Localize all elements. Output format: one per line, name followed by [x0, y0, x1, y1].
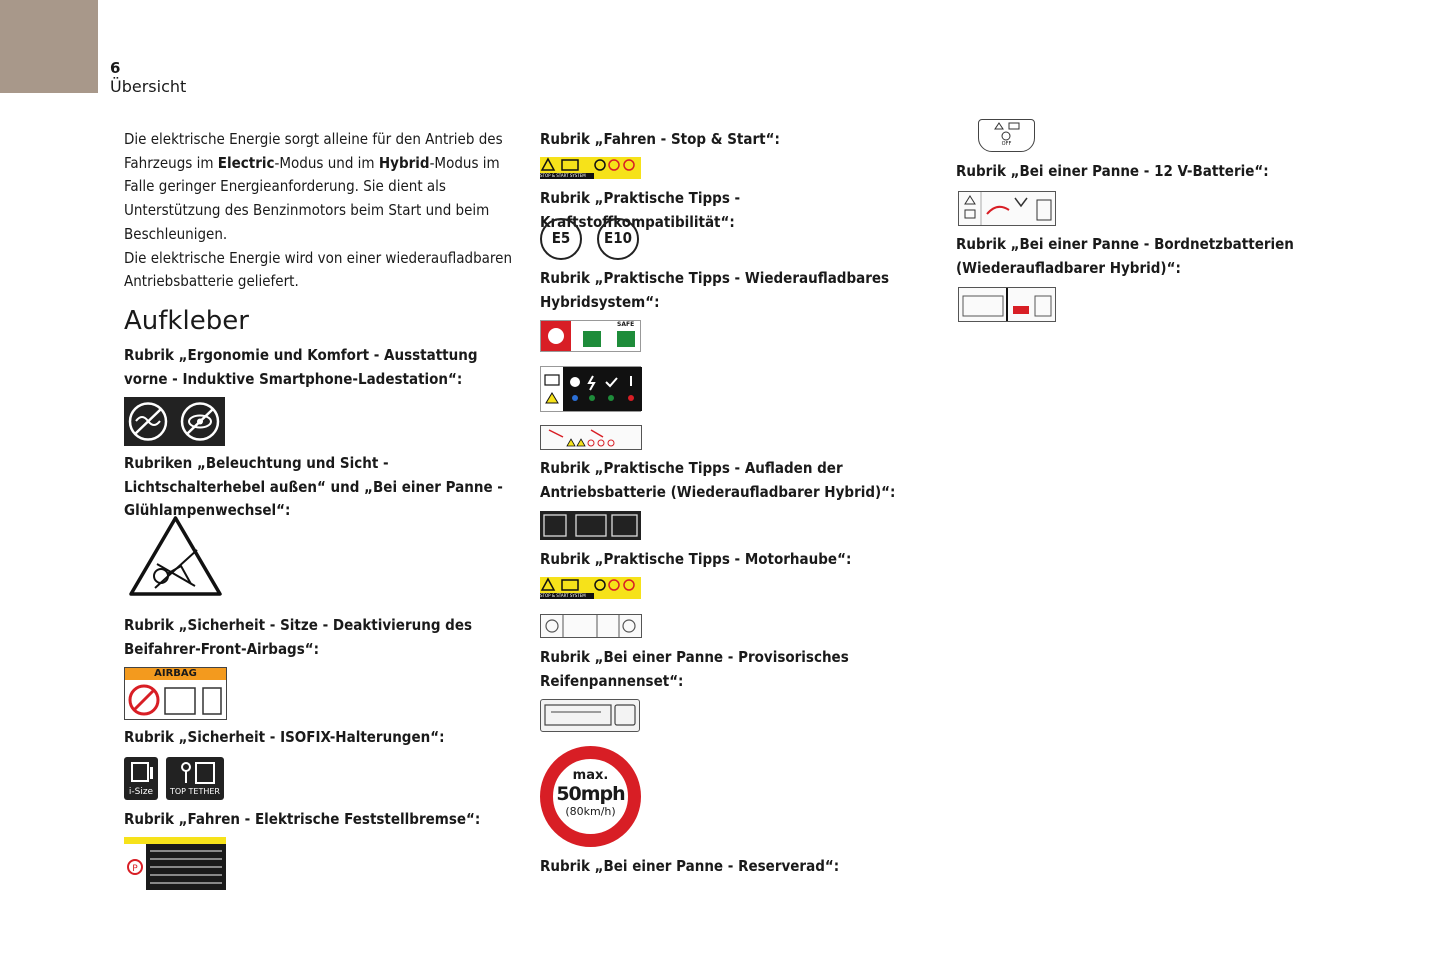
heading-airbag: Rubrik „Sicherheit - Sitze - Deaktivierung des Beifahrer-Front-Airbags“:: [124, 616, 473, 658]
svg-text:P: P: [132, 864, 138, 874]
speed-max-text: max.: [572, 768, 609, 783]
heading-smartphone-charging: Rubrik „Ergonomie und Komfort - Ausstattung vorne - Induktive Smartphone-Ladestation“:: [124, 346, 478, 388]
isize-label: [124, 757, 158, 800]
intro-paragraph-1: Die elektrische Energie sorgt alleine für den Antrieb des Fahrzeugs im Electric-Modus und im Hybrid-Modus im Falle geringer Energieanforderung. Sie dient als Unterstützung des Benzinmotors beim Start und beim Beschleunigen.: [124, 130, 503, 243]
hybrid-safe-label: [540, 320, 641, 352]
speed-value-text: 50mph: [556, 783, 625, 805]
page-number: 6: [110, 59, 121, 77]
chapter-tab: [0, 0, 98, 93]
heading-parking-brake: Rubrik „Fahren - Elektrische Feststellbremse“:: [124, 810, 481, 828]
heading-fuel: Rubrik „Praktische Tipps - Kraftstoffkompatibilität“:: [540, 189, 741, 231]
heading-onboard-batteries: Rubrik „Bei einer Panne - Bordnetzbatterien (Wiederaufladbarer Hybrid)“:: [956, 235, 1294, 277]
heading-lighting: Rubriken „Beleuchtung und Sicht - Lichtschalterhebel außen“ und „Bei einer Panne - Glühlampenwechsel“:: [124, 454, 503, 520]
onboard-batteries-label: [958, 287, 1056, 322]
hybrid-warnings-label: [540, 425, 642, 450]
heading-stop-start: Rubrik „Fahren - Stop & Start“:: [540, 130, 780, 148]
charging-battery-label: [540, 511, 641, 540]
off-switch-label: [978, 119, 1035, 152]
page-title: Übersicht: [110, 77, 187, 96]
heading-12v-battery: Rubrik „Bei einer Panne - 12 V-Batterie“:: [956, 162, 1269, 180]
heading-charging-battery: Rubrik „Praktische Tipps - Aufladen der Antriebsbatterie (Wiederaufladbarer Hybrid)“:: [540, 459, 896, 501]
heading-isofix: Rubrik „Sicherheit - ISOFIX-Halterungen“:: [124, 728, 445, 746]
section-title: Aufkleber: [124, 306, 249, 336]
no-metal-objects-label: [124, 397, 225, 446]
stop-start-label: [540, 157, 641, 179]
column-1: [124, 128, 514, 294]
top-tether-text: TOP TETHER: [169, 787, 220, 796]
safe-text: SAFE: [617, 321, 635, 328]
off-text: OFF: [1001, 141, 1012, 147]
airbag-text: AIRBAG: [125, 668, 226, 680]
bonnet-fan-label: [540, 614, 642, 638]
speed-limit-sign: [540, 746, 641, 847]
tyre-repair-kit-label: [540, 699, 640, 732]
heading-hybrid-system: Rubrik „Praktische Tipps - Wiederaufladbares Hybridsystem“:: [540, 269, 890, 311]
no-headlamp-triangle-label: [127, 514, 224, 600]
parking-brake-label: [124, 837, 226, 890]
stop-start-text: STOP & START SYSTEM: [540, 173, 594, 179]
heading-spare-wheel: Rubrik „Bei einer Panne - Reserverad“:: [540, 857, 840, 875]
isize-text: i-Size: [128, 787, 154, 797]
bonnet-stop-start-text: STOP & START SYSTEM: [540, 593, 594, 599]
airbag-warning-label: [124, 667, 227, 720]
intro-paragraph-2: Die elektrische Energie wird von einer wiederaufladbaren Antriebsbatterie geliefert.: [124, 248, 513, 291]
fuel-e5-icon: E5: [540, 218, 582, 260]
top-tether-label: [166, 757, 224, 800]
heading-bonnet: Rubrik „Praktische Tipps - Motorhaube“:: [540, 550, 852, 568]
speed-sub-text: (80km/h): [565, 805, 616, 818]
12v-battery-label: [958, 191, 1056, 226]
hybrid-info-label: [540, 366, 641, 412]
fuel-e10-icon: E10: [597, 218, 639, 260]
heading-tyre-repair: Rubrik „Bei einer Panne - Provisorisches Reifenpannenset“:: [540, 648, 849, 690]
bonnet-stop-start-label: [540, 577, 641, 599]
